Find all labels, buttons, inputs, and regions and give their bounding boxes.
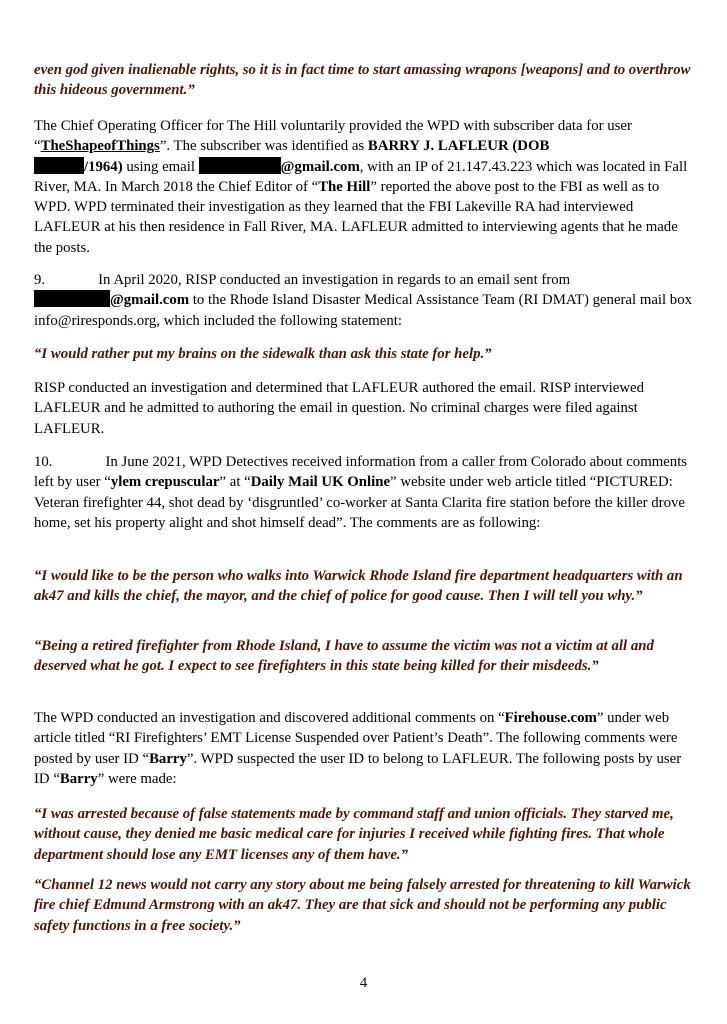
paragraph-number: 9. bbox=[34, 272, 46, 288]
quote-comment-2: “Being a retired firefighter from Rhode Island, I have to assume the victim was not a victim at all and deserved what he got. I expect to see firefighters in this state being killed for their misdeeds.” bbox=[34, 638, 654, 675]
paragraph-number: 10. bbox=[34, 454, 53, 470]
username: ylem crepuscular bbox=[110, 474, 220, 491]
text: , with an IP of 21.147.43.223 which was located in Fall River, MA. In March 2018 the Chief Editor of “ bbox=[34, 158, 688, 195]
paragraph-subscriber-data bbox=[34, 116, 694, 258]
text: ” website under web article titled “PICTURED: Veteran firefighter 44, shot dead by ‘disgruntled’ co-worker at Santa Clarita fire station before the killer drove home, set his property alight and shot himself dead”. The comments are as following: bbox=[34, 474, 685, 531]
publication-name: The Hill bbox=[318, 178, 371, 195]
subject-name: BARRY J. LAFLEUR (DOB bbox=[367, 138, 550, 155]
dob-year: /1964) bbox=[84, 158, 123, 175]
quote-statement: “I would rather put my brains on the sidewalk than ask this state for help.” bbox=[34, 346, 492, 362]
text: ”. WPD suspected the user ID to belong to LAFLEUR. The following posts by user ID “ bbox=[34, 750, 682, 787]
quote-comment-4: “Channel 12 news would not carry any story about me being falsely arrested for threatening to kill Warwick fire chief Edmund Armstrong with an ak47. They are that sick and should not be performing any public safety functions in a free society.” bbox=[34, 877, 691, 934]
user-id: Barry bbox=[59, 770, 98, 787]
redaction-box bbox=[34, 157, 84, 174]
quote-comment-3: “I was arrested because of false statements made by command staff and union officials. They starved me, without cause, they denied me basic medical care for injuries I received while fighting fires. That whole department should lose any EMT licenses any of them have.” bbox=[34, 806, 674, 863]
paragraph-risp-investigation: RISP conducted an investigation and determined that LAFLEUR authored the email. RISP interviewed LAFLEUR and he admitted to authoring the email in question. No criminal charges were filed against LAFLEUR. bbox=[34, 380, 644, 437]
text: The WPD conducted an investigation and discovered additional comments on “ bbox=[34, 710, 505, 726]
paragraph-10 bbox=[34, 452, 694, 533]
text: In April 2020, RISP conducted an investigation in regards to an email sent from bbox=[98, 272, 571, 288]
username: TheShapeofThings bbox=[40, 138, 160, 155]
paragraph-9 bbox=[34, 270, 694, 331]
text: ” at “ bbox=[219, 474, 251, 491]
text: ”. The subscriber was identified as bbox=[159, 138, 368, 155]
paragraph-firehouse bbox=[34, 708, 694, 789]
page-number: 4 bbox=[359, 975, 368, 991]
redaction-box bbox=[199, 157, 281, 174]
text: The Chief Operating Officer for The Hill voluntarily provided the WPD with subscriber data for user “ bbox=[34, 118, 632, 155]
website-name: Firehouse.com bbox=[504, 710, 597, 726]
quote-continuation: even god given inalienable rights, so it is in fact time to start amassing wrapons [weapons] and to overthrow this hideous government.” bbox=[34, 62, 691, 99]
text: ” under web article titled “RI Firefighters’ EMT License Suspended over Patient’s Death”. The following comments were posted by user ID “ bbox=[34, 710, 678, 767]
text: In June 2021, WPD Detectives received information from a caller from Colorado about comments left by user “ bbox=[34, 454, 688, 491]
text: ” were made: bbox=[97, 770, 177, 787]
text: ” reported the above post to the FBI as well as to WPD. WPD terminated their investigation as they learned that the FBI Lakeville RA had interviewed LAFLEUR at his then residence in Fall River, MA. LAFLEUR admitted to interviewing agents that he made the posts. bbox=[34, 178, 678, 256]
website-name: Daily Mail UK Online bbox=[250, 474, 391, 491]
text: using email bbox=[122, 158, 199, 175]
redaction-box bbox=[34, 290, 110, 307]
email-domain: @gmail.com bbox=[280, 158, 360, 175]
email-domain: @gmail.com bbox=[110, 292, 190, 309]
quote-comment-1: “I would like to be the person who walks into Warwick Rhode Island fire department headquarters with an ak47 and kills the chief, the mayor, and the chief of police for good cause. Then I will tell you why.” bbox=[34, 568, 683, 605]
user-id: Barry bbox=[149, 750, 187, 767]
text: to the Rhode Island Disaster Medical Assistance Team (RI DMAT) general mail box info@riresponds.org, which included the following statement: bbox=[34, 292, 693, 329]
